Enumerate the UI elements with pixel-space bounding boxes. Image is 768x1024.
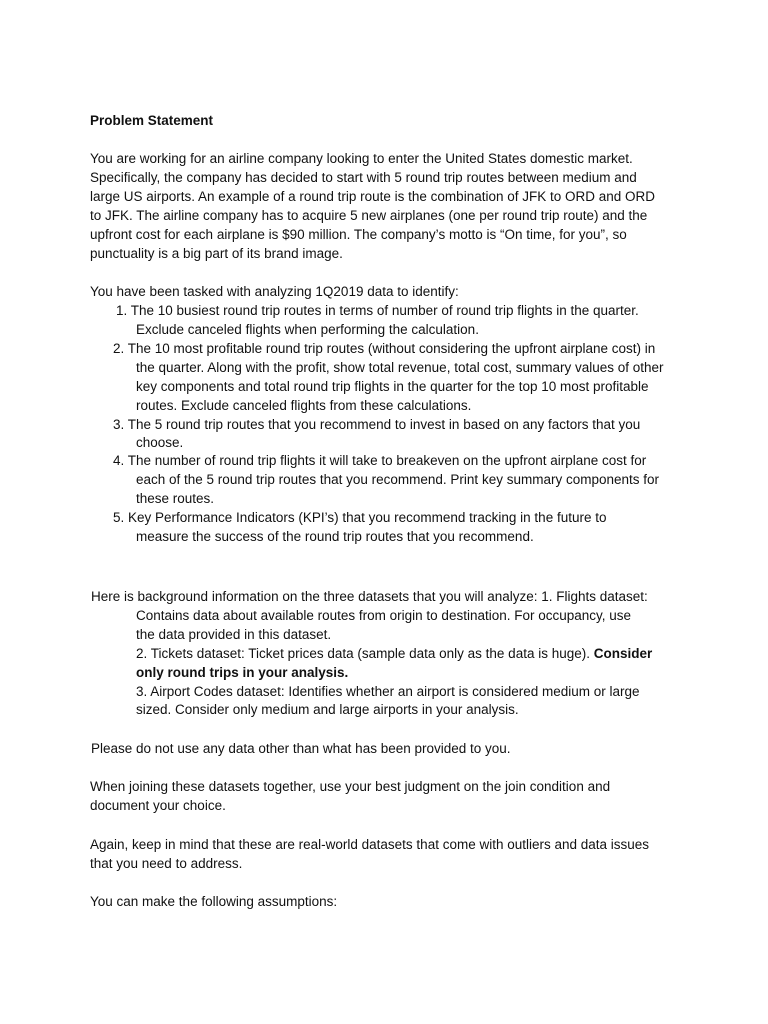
datasets-line <box>136 645 652 663</box>
joining-line: document your choice. <box>90 798 226 813</box>
round-trips-emphasis: Consider <box>593 646 653 661</box>
datasets-line: Contains data about available routes from origin to destination. For occupancy, use <box>136 608 632 623</box>
tasks-lead: You have been tasked with analyzing 1Q2019 data to identify: <box>90 284 459 299</box>
datasets-line: sized. Consider only medium and large airports in your analysis. <box>136 702 519 717</box>
datasets-line: the data provided in this dataset. <box>136 627 332 642</box>
task-item: 4. The number of round trip flights it will take to breakeven on the upfront airplane cost for <box>113 453 647 468</box>
tickets-dataset-text: 2. Tickets dataset: Ticket prices data (sample data only as the data is huge). <box>136 646 594 661</box>
intro-line: to JFK. The airline company has to acquire 5 new airplanes (one per round trip route) and the <box>90 208 648 223</box>
task-item-continuation: choose. <box>136 435 184 450</box>
task-item: 1. The 10 busiest round trip routes in terms of number of round trip flights in the quarter. <box>116 303 639 318</box>
datasets-line: 3. Airport Codes dataset: Identifies whether an airport is considered medium or large <box>136 684 640 699</box>
page-title: Problem Statement <box>90 113 214 128</box>
assumptions-lead: You can make the following assumptions: <box>90 894 338 909</box>
intro-line: large US airports. An example of a round trip route is the combination of JFK to ORD and ORD <box>90 189 656 204</box>
task-item-continuation: routes. Exclude canceled flights from these calculations. <box>136 398 472 413</box>
joining-line: When joining these datasets together, use your best judgment on the join condition and <box>90 779 611 794</box>
intro-line: You are working for an airline company looking to enter the United States domestic market. <box>90 151 633 166</box>
task-item-continuation: the quarter. Along with the profit, show total revenue, total cost, summary values of other <box>136 360 664 375</box>
real-world-line: Again, keep in mind that these are real-world datasets that come with outliers and data issues <box>90 837 650 852</box>
task-item-continuation: Exclude canceled flights when performing the calculation. <box>136 322 479 337</box>
no-other-data-note: Please do not use any data other than what has been provided to you. <box>91 741 511 756</box>
intro-line: upfront cost for each airplane is $90 million. The company’s motto is “On time, for you”, so <box>90 227 627 242</box>
intro-line: Specifically, the company has decided to start with 5 round trip routes between medium and <box>90 170 637 185</box>
task-item-continuation: each of the 5 round trip routes that you recommend. Print key summary components for <box>136 472 659 487</box>
datasets-line: Here is background information on the three datasets that you will analyze: 1. Flights dataset: <box>91 589 648 604</box>
real-world-line: that you need to address. <box>90 856 243 871</box>
task-item: 2. The 10 most profitable round trip routes (without considering the upfront airplane cost) in <box>113 341 656 356</box>
task-item-continuation: measure the success of the round trip routes that you recommend. <box>136 529 534 544</box>
task-item: 3. The 5 round trip routes that you recommend to invest in based on any factors that you <box>113 417 641 432</box>
intro-line: punctuality is a big part of its brand image. <box>90 246 343 261</box>
task-item: 5. Key Performance Indicators (KPI’s) that you recommend tracking in the future to <box>113 510 607 525</box>
round-trips-emphasis: only round trips in your analysis. <box>136 665 349 680</box>
task-item-continuation: key components and total round trip flights in the quarter for the top 10 most profitable <box>136 379 649 394</box>
task-item-continuation: these routes. <box>136 491 215 506</box>
